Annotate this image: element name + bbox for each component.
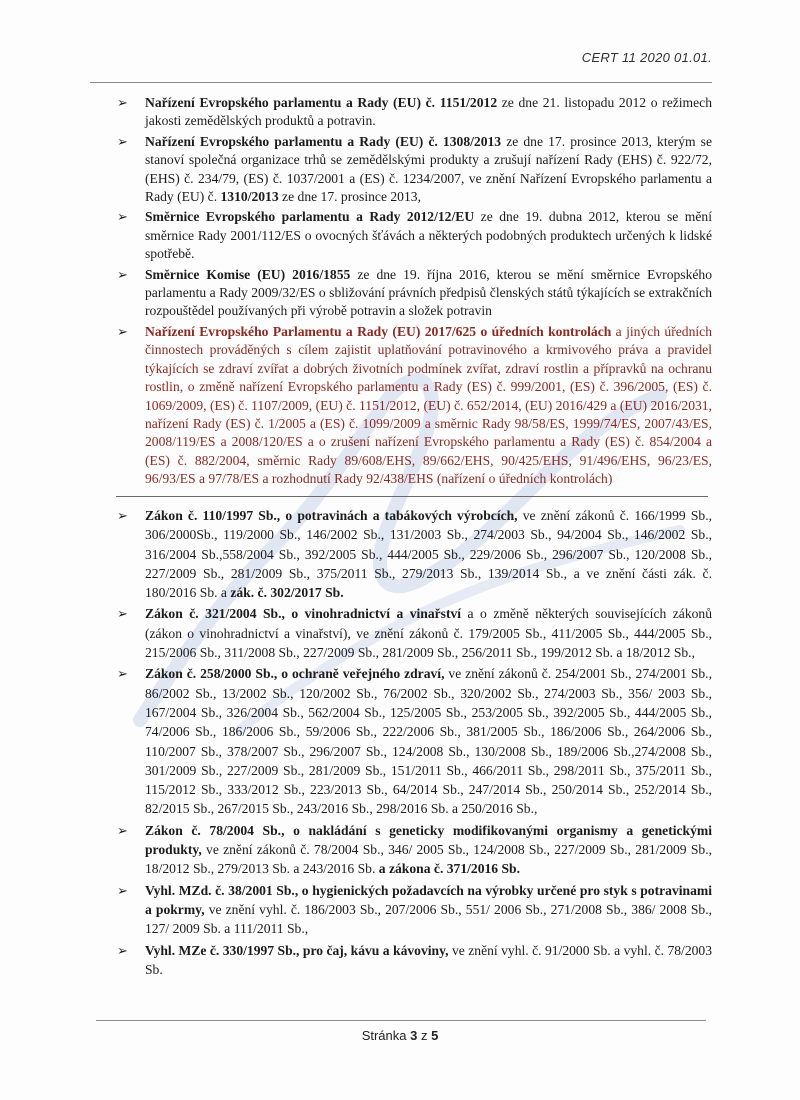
item-text: Směrnice Evropského parlamentu a Rady 2012/12/EU ze dne 19. dubna 2012, kterou se mění směrnice Rady 2001/112/ES o ovocných šťávách a některých podobných produktech určených k lidské spotřebě.	[145, 209, 712, 262]
list-item	[117, 133, 712, 207]
page-number: Stránka 3 z 5	[361, 1028, 439, 1043]
list-item	[117, 941, 712, 980]
item-text: Nařízení Evropského Parlamentu a Rady (EU) 2017/625 o úředních kontrolách a jiných úředních činnostech prováděných s cílem zajistit uplatňování potravinového a krmivového práva a pravidel týkajících se zdraví zvířat a dobrých životních podmínek zvířat, zdraví rostlin a přípravků na ochranu rostlin, o změně nařízení Evropského parlamentu a Rady (ES) č. 999/2001, (ES) č. 396/2005, (ES) č. 1069/2009, (ES) č. 1107/2009, (EU) č. 1151/2012, (EU) č. 652/2014, (EU) 2016/429 a (EU) 2016/2031, nařízení Rady (ES) č. 1/2005 a (ES) č. 1099/2009 a směrnic Rady 98/58/ES, 1999/74/ES, 2007/43/ES, 2008/119/ES a 2008/120/ES a o zrušení nařízení Evropského parlamentu a Rady (ES) č. 854/2004 a (ES) č. 882/2004, směrnic Rady 89/608/EHS, 89/662/EHS, 90/425/EHS, 91/496/EHS, 96/23/ES, 96/93/ES a 97/78/ES a rozhodnutí Rady 92/438/EHS (nařízení o úředních kontrolách)	[145, 323, 712, 487]
list-item	[117, 266, 712, 321]
list-item	[117, 208, 712, 263]
arrow-bullet-icon: ➢	[117, 210, 128, 226]
list-item	[117, 664, 712, 818]
arrow-bullet-icon: ➢	[117, 267, 128, 283]
list-item	[117, 506, 712, 602]
list-item	[117, 604, 712, 662]
arrow-bullet-icon: ➢	[117, 509, 128, 524]
footer-rule	[96, 1020, 706, 1021]
arrow-bullet-icon: ➢	[117, 96, 128, 111]
item-text: Zákon č. 321/2004 Sb., o vinohradnictví a vinařství a o změně některých souvisejících zákonů (zákon o vinohradnictví a vinařství), ve znění zákonů č. 179/2005 Sb., 411/2005 Sb., 444/2005 Sb., 215/2006 Sb., 311/2008 Sb., 227/2009 Sb., 281/2009 Sb., 256/2011 Sb., 199/2012 Sb. a 18/2012 Sb.,	[145, 606, 713, 661]
item-text: Nařízení Evropského parlamentu a Rady (EU) č. 1308/2013 ze dne 17. prosince 2013, kterým se stanoví společná organizace trhů se zemědělskými produkty a zrušují nařízení Rady (EHS) č. 922/72, (EHS) č. 234/79, (ES) č. 1037/2001 a (ES) č. 1234/2007, ve znění Nařízení Evropského parlamentu a Rady (EU) č. 1310/2013 ze dne 17. prosince 2013,	[145, 133, 712, 205]
list-item-highlighted	[117, 323, 712, 489]
document-code: CERT 11 2020 01.01.	[581, 50, 712, 65]
item-text: Nařízení Evropského parlamentu a Rady (EU) č. 1151/2012 ze dne 21. listopadu 2012 o režimech jakosti zemědělských produktů a potravin.	[145, 95, 712, 129]
list-item	[117, 821, 712, 879]
arrow-bullet-icon: ➢	[117, 883, 128, 899]
arrow-bullet-icon: ➢	[117, 667, 128, 683]
list-item	[117, 881, 712, 939]
item-text: Směrnice Komise (EU) 2016/1855 ze dne 19. října 2016, kterou se mění směrnice Evropského parlamentu a Rady 2009/32/ES o sbližování právních předpisů členských států týkajících se extrakčních rozpouštědel používaných při výrobě potravin a složek potravin	[145, 266, 713, 319]
eu-regulations-list	[117, 94, 712, 491]
arrow-bullet-icon: ➢	[117, 943, 128, 959]
list-item	[117, 94, 712, 131]
item-text: Vyhl. MZe č. 330/1997 Sb., pro čaj, kávu a kávoviny, ve znění vyhl. č. 91/2000 Sb. a vyhl. č. 78/2003 Sb.	[145, 942, 713, 977]
arrow-bullet-icon: ➢	[117, 134, 128, 150]
czech-laws-list	[117, 506, 712, 981]
arrow-bullet-icon: ➢	[117, 607, 128, 623]
header-rule	[90, 82, 712, 83]
item-text: Zákon č. 78/2004 Sb., o nakládání s geneticky modifikovanými organismy a genetickými produkty, ve znění zákonů č. 78/2004 Sb., 346/ 2005 Sb., 124/2008 Sb., 227/2009 Sb., 281/2009 Sb., 18/2012 Sb., 279/2013 Sb. a 243/2016 Sb. a zákona č. 371/2016 Sb.	[145, 822, 712, 877]
section-divider	[116, 496, 708, 497]
item-text: Zákon č. 258/2000 Sb., o ochraně veřejného zdraví, ve znění zákonů č. 254/2001 Sb., 274/2001 Sb., 86/2002 Sb., 13/2002 Sb., 120/2002 Sb., 76/2002 Sb., 320/2002 Sb., 274/2003 Sb., 356/ 2003 Sb., 167/2004 Sb., 326/2004 Sb., 562/2004 Sb., 125/2005 Sb., 253/2005 Sb., 392/2005 Sb., 444/2005 Sb., 74/2006 Sb., 186/2006 Sb., 59/2006 Sb., 222/2006 Sb., 381/2005 Sb., 186/2006 Sb., 264/2006 Sb., 110/2007 Sb., 378/2007 Sb., 296/2007 Sb., 124/2008 Sb., 130/2008 Sb., 189/2006 Sb.,274/2008 Sb., 301/2009 Sb., 227/2009 Sb., 281/2009 Sb., 151/2011 Sb., 466/2011 Sb., 298/2011 Sb., 375/2011 Sb., 115/2012 Sb., 333/2012 Sb., 223/2013 Sb., 64/2014 Sb., 247/2014 Sb., 250/2014 Sb., 252/2014 Sb., 82/2015 Sb., 267/2015 Sb., 243/2016 Sb., 298/2016 Sb. a 250/2016 Sb.,	[145, 666, 712, 817]
arrow-bullet-icon: ➢	[117, 823, 128, 839]
arrow-bullet-icon: ➢	[117, 324, 128, 340]
item-text: Vyhl. MZd. č. 38/2001 Sb., o hygienických požadavcích na výrobky určené pro styk s potravinami a pokrmy, ve znění vyhl. č. 186/2003 Sb., 207/2006 Sb., 551/ 2006 Sb., 271/2008 Sb., 386/ 2008 Sb., 127/ 2009 Sb. a 111/2011 Sb.,	[145, 882, 713, 937]
item-text: Zákon č. 110/1997 Sb., o potravinách a tabákových výrobcích, ve znění zákonů č. 166/1999 Sb., 306/2000Sb., 119/2000 Sb., 146/2002 Sb., 131/2003 Sb., 274/2003 Sb., 94/2004 Sb., 146/2002 Sb., 316/2004 Sb.,558/2004 Sb., 392/2005 Sb., 444/2005 Sb., 229/2006 Sb., 296/2007 Sb., 120/2008 Sb., 227/2009 Sb., 281/2009 Sb., 375/2011 Sb., 279/2013 Sb., 139/2014 Sb., a ve znění části zák. č. 180/2016 Sb. a zák. č. 302/2017 Sb.	[145, 508, 712, 601]
